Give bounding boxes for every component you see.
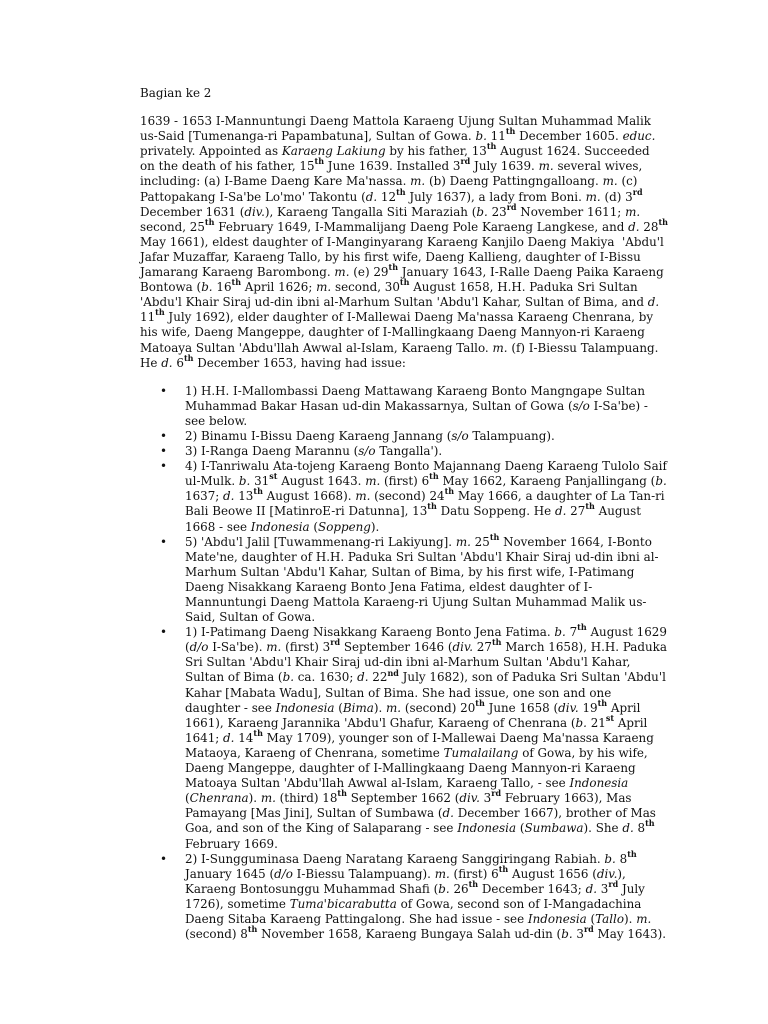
bullet-icon: • (160, 383, 168, 398)
list-item-text: 1) H.H. I-Mallombassi Daeng Mattawang Karaeng Bonto Mangngape Sultan Muhammad Bakar Hasan ud-din Makassarnya, Sultan of Gowa (s/o I-Sa'be) - see below. (185, 383, 648, 428)
list-item-text: 4) I-Tanriwalu Ata-tojeng Karaeng Bonto Majannang Daeng Karaeng Tulolo Saif ul-Mulk. b. 31st August 1643. m. (first) 6th May 1662, Karaeng Panjallingang (b. 1637; d. 13th August 1668). m. (second) 24th May 1666, a daughter of La Tan-ri Bali Beowe II [MatinroE-ri Datunna], 13th Datu Soppeng. He d. 27th August 1668 - see Indonesia (Soppeng). (185, 459, 667, 534)
section-heading: Bagian ke 2 (140, 86, 212, 100)
list-item-text: 2) Binamu I-Bissu Daeng Karaeng Jannang (s/o Talampuang). (185, 428, 555, 443)
bullet-icon: • (160, 459, 168, 474)
list-item (140, 429, 668, 444)
bullet-icon: • (160, 428, 168, 443)
list-item (140, 622, 668, 851)
biography-paragraph: 1639 - 1653 I-Mannuntungi Daeng Mattola Karaeng Ujung Sultan Muhammad Malik us-Said [Tumenanga-ri Papambatuna], Sultan of Gowa. b. 11th December 1605. educ. privately. Appointed as Karaeng Lakiung by his father, 13th August 1624. Succeeded on the death of his father, 15th June 1639. Installed 3rd July 1639. m. several wives, including: (a) I-Bame Daeng Kare Ma'nassa. m. (b) Daeng Pattingngalloang. m. (c) Pattopakang I-Sa'be Lo'mo' Takontu (d. 12th July 1637), a lady from Boni. m. (d) 3rd December 1631 (div.), Karaeng Tangalla Siti Maraziah (b. 23rd November 1611; m. second, 25th February 1649, I-Mammalijang Daeng Pole Karaeng Langkese, and d. 28th May 1661), eldest daughter of I-Manginyarang Karaeng Kanjilo Daeng Makiya 'Abdu'l Jafar Muzaffar, Karaeng Tallo, by his first wife, Daeng Kallieng, daughter of I-Bissu Jamarang Karaeng Barombong. m. (e) 29th January 1643, I-Ralle Daeng Paika Karaeng Bontowa (b. 16th April 1626; m. second, 30th August 1658, H.H. Paduka Sri Sultan 'Abdu'l Khair Siraj ud-din ibni al-Marhum Sultan 'Abdu'l Kahar, Sultan of Bima, and d. 11th July 1692), elder daughter of I-Mallewai Daeng Ma'nassa Karaeng Chenrana, by his wife, Daeng Mangeppe, daughter of I-Mallingkaang Daeng Mannyon-ri Karaeng Matoaya Sultan 'Abdu'llah Awwal al-Islam, Karaeng Tallo. m. (f) I-Biessu Talampuang. He d. 6th December 1653, having had issue: (140, 114, 668, 370)
bullet-icon: • (160, 444, 168, 459)
list-item-text: 5) 'Abdu'l Jalil [Tuwammenang-ri Lakiyung]. m. 25th November 1664, I-Bonto Mate'ne, daughter of H.H. Paduka Sri Sultan 'Abdu'l Khair Siraj ud-din ibni al-Marhum Sultan 'Abdu'l Kahar, Sultan of Bima, by his first wife, I-Patimang Daeng Nisakkang Karaeng Bonto Jena Fatima, eldest daughter of I-Mannuntungi Daeng Mattola Karaeng-ri Ujung Sultan Muhammad Malik us-Said, Sultan of Gowa. (185, 531, 659, 625)
list-item-text: 3) I-Ranga Daeng Marannu (s/o Tangalla'). (185, 444, 443, 459)
list-item-text: 2) I-Sungguminasa Daeng Naratang Karaeng Sanggiringang Rabiah. b. 8th January 1645 (d/o I-Biessu Talampuang). m. (first) 6th August 1656 (div.), Karaeng Bontosunggu Muhammad Shafi (b. 26th December 1643; d. 3rd July 1726), sometime Tuma'bicarabutta of Gowa, second son of I-Mangadachina Daeng Sitaba Karaeng Pattingalong. She had issue - see Indonesia (Tallo). m. (second) 8th November 1658, Karaeng Bungaya Salah ud-din (b. 3rd May 1643). (185, 848, 667, 942)
list-item (140, 459, 668, 534)
bullet-icon: • (160, 851, 168, 866)
list-item (140, 444, 668, 459)
issue-list (140, 384, 668, 942)
list-item (140, 384, 668, 429)
list-item (140, 531, 668, 626)
bullet-icon: • (160, 625, 168, 640)
list-item (140, 848, 668, 943)
bullet-icon: • (160, 534, 168, 549)
list-item-text: 1) I-Patimang Daeng Nisakkang Karaeng Bonto Jena Fatima. b. 7th August 1629 (d/o I-Sa'be). m. (first) 3rd September 1646 (div. 27th March 1658), H.H. Paduka Sri Sultan 'Abdu'l Khair Siraj ud-din ibni al-Marhum Sultan 'Abdu'l Kahar, Sultan of Bima (b. ca. 1630; d. 22nd July 1682), son of Paduka Sri Sultan 'Abdu'l Kahar [Mabata Wadu], Sultan of Bima. She had issue, one son and one daughter - see Indonesia (Bima). m. (second) 20th June 1658 (div. 19th April 1661), Karaeng Jarannika 'Abdu'l Ghafur, Karaeng of Chenrana (b. 21st April 1641; d. 14th May 1709), younger son of I-Mallewai Daeng Ma'nassa Karaeng Mataoya, Karaeng of Chenrana, sometime Tumalailang of Gowa, by his wife, Daeng Mangeppe, daughter of I-Mallingkaang Daeng Mannyon-ri Karaeng Matoaya Sultan 'Abdu'llah Awwal al-Islam, Karaeng Tallo, - see Indonesia (Chenrana). m. (third) 18th September 1662 (div. 3rd February 1663), Mas Pamayang [Mas Jini], Sultan of Sumbawa (d. December 1667), brother of Mas Goa, and son of the King of Salaparang - see Indonesia (Sumbawa). She d. 8th February 1669. (185, 622, 667, 851)
document-page (140, 86, 668, 942)
